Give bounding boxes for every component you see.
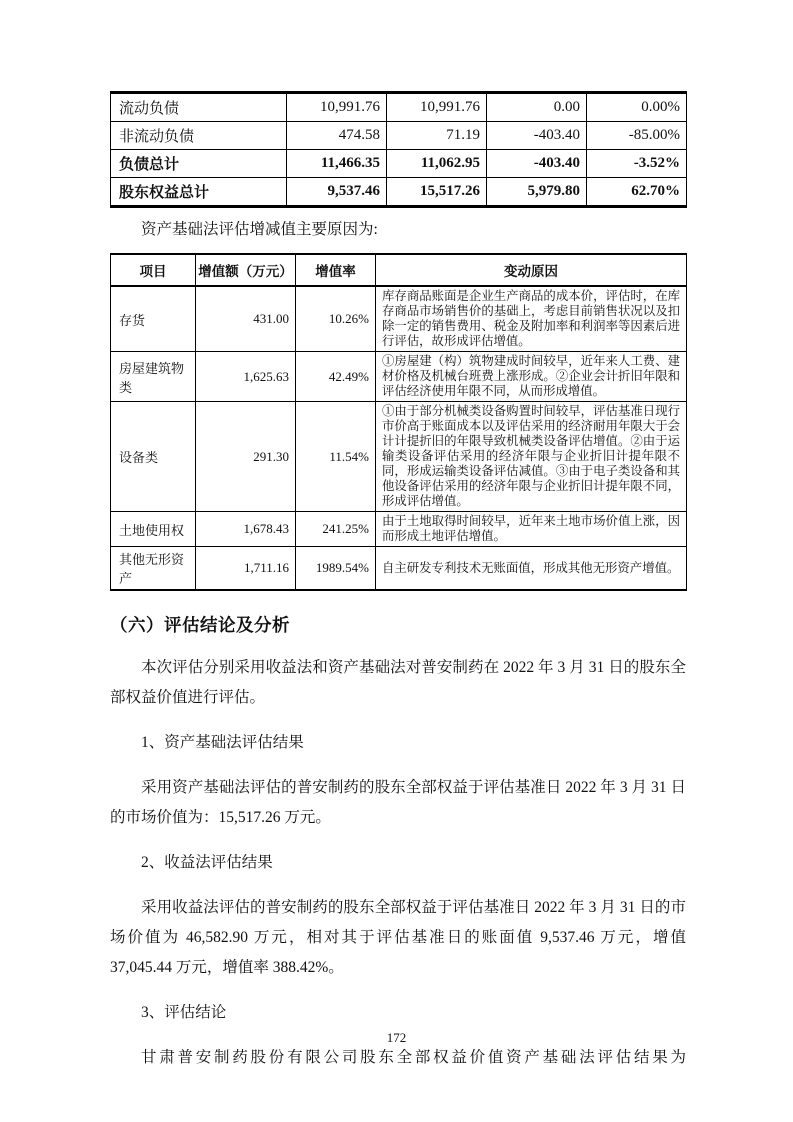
cell-reason: 库存商品账面是企业生产商品的成本价，评估时，在库存商品市场销售价的基础上，考虑目前销售状况以及扣除一定的销售费用、税金及附加率和利润率等因素后进行评估，故形成评估增值。: [376, 286, 687, 352]
cell-amount: 1,678.43: [196, 512, 296, 547]
cell-reason: 自主研发专利技术无账面值，形成其他无形资产增值。: [376, 547, 687, 591]
subheading-income-approach-result: 2、收益法评估结果: [141, 854, 273, 871]
cell-rate: 11.54%: [296, 402, 376, 512]
cell-rate: 241.25%: [296, 512, 376, 547]
cell-rate: 42.49%: [296, 352, 376, 402]
cell-change: 0.00: [487, 93, 587, 122]
cell-item: 存货: [111, 286, 196, 352]
row-label: 非流动负债: [111, 122, 287, 150]
cell-amount: 1,625.63: [196, 352, 296, 402]
cell-change-rate: -85.00%: [587, 122, 687, 150]
cell-item: 设备类: [111, 402, 196, 512]
table-row-other-intangibles: [111, 547, 687, 591]
table-row-inventory: [111, 286, 687, 352]
cell-change-rate: 62.70%: [587, 178, 687, 207]
cell-item: 土地使用权: [111, 512, 196, 547]
header-amount: 增值额（万元）: [196, 254, 296, 286]
table-row-land-use-right: [111, 512, 687, 547]
header-item: 项目: [111, 254, 196, 286]
cell-appraised-value: 15,517.26: [387, 178, 487, 207]
subheading-conclusion: 3、评估结论: [141, 1004, 227, 1021]
cell-book-value: 9,537.46: [287, 178, 387, 207]
page-number: 172: [386, 1030, 407, 1045]
table-row-equipment: [111, 402, 687, 512]
row-label: 股东权益总计: [111, 178, 287, 207]
cell-change-rate: 0.00%: [587, 93, 687, 122]
subheading-asset-based-result: 1、资产基础法评估结果: [141, 734, 304, 751]
cell-amount: 1,711.16: [196, 547, 296, 591]
cell-book-value: 474.58: [287, 122, 387, 150]
cell-book-value: 11,466.35: [287, 150, 387, 178]
table-row-total-liabilities: [111, 150, 687, 178]
appraisal-reason-table: [110, 253, 687, 591]
paragraph-asset-based-result: 采用资产基础法评估的普安制药的股东全部权益于评估基准日 2022 年 3 月 31 日的市场价值为：15,517.26 万元。: [110, 779, 686, 826]
cell-item: 其他无形资产: [111, 547, 196, 591]
cell-reason: ①房屋建（构）筑物建成时间较早，近年来人工费、建材价格及机械台班费上涨形成。②企业会计折旧年限和评估经济使用年限不同，从而形成增值。: [376, 352, 687, 402]
section-heading: （六）评估结论及分析: [110, 615, 290, 635]
paragraph-income-approach-result: 采用收益法评估的普安制药的股东全部权益于评估基准日 2022 年 3 月 31 日的市场价值为 46,582.90 万元，相对其于评估基准日的账面值 9,537.46 万元，增值 37,045.44 万元，增值率 388.42%。: [110, 899, 686, 976]
table-row: [111, 93, 687, 122]
table-row-total-equity: [111, 178, 687, 207]
balance-summary-table: [110, 91, 687, 208]
cell-book-value: 10,991.76: [287, 93, 387, 122]
cell-item: 房屋建筑物类: [111, 352, 196, 402]
cell-change: 5,979.80: [487, 178, 587, 207]
table-row: [111, 122, 687, 150]
cell-rate: 1989.54%: [296, 547, 376, 591]
row-label: 负债总计: [111, 150, 287, 178]
intro-text: 资产基础法评估增减值主要原因为:: [141, 221, 378, 238]
cell-change-rate: -3.52%: [587, 150, 687, 178]
cell-change: -403.40: [487, 150, 587, 178]
cell-change: -403.40: [487, 122, 587, 150]
header-reason: 变动原因: [376, 254, 687, 286]
cell-amount: 291.30: [196, 402, 296, 512]
cell-appraised-value: 11,062.95: [387, 150, 487, 178]
cell-reason: ①由于部分机械类设备购置时间较早，评估基准日现行市价高于账面成本以及评估采用的经济耐用年限大于会计计提折旧的年限导致机械类设备评估增值。②由于运输类设备评估采用的经济年限与企业折旧计提年限不同，形成运输类设备评估减值。③由于电子类设备和其他设备评估采用的经济年限与企业折旧计提年限不同，形成评估增值。: [376, 402, 687, 512]
page-content: [110, 91, 686, 1073]
cell-reason: 由于土地取得时间较早，近年来土地市场价值上涨，因而形成土地评估增值。: [376, 512, 687, 547]
paragraph-overview: 本次评估分别采用收益法和资产基础法对普安制药在 2022 年 3 月 31 日的股东全部权益价值进行评估。: [110, 659, 686, 706]
cell-amount: 431.00: [196, 286, 296, 352]
cell-appraised-value: 71.19: [387, 122, 487, 150]
cell-rate: 10.26%: [296, 286, 376, 352]
table-header-row: [111, 254, 687, 286]
header-rate: 增值率: [296, 254, 376, 286]
table-row-buildings: [111, 352, 687, 402]
paragraph-conclusion: 甘肃普安制药股份有限公司股东全部权益价值资产基础法评估结果为: [141, 1049, 686, 1066]
row-label: 流动负债: [111, 93, 287, 122]
cell-appraised-value: 10,991.76: [387, 93, 487, 122]
